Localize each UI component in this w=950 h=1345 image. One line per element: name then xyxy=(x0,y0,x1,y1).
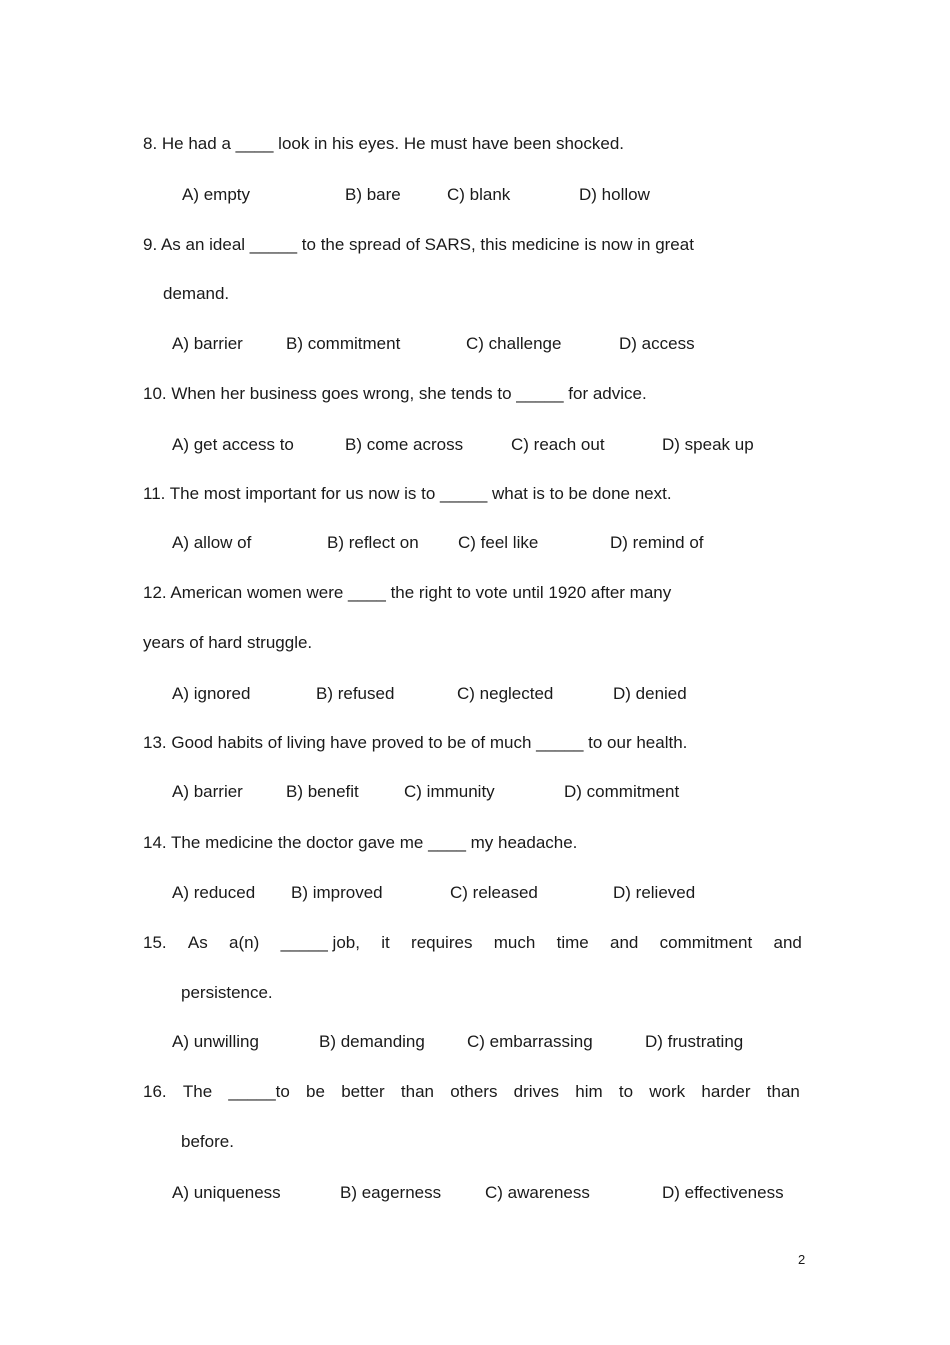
question-16-word: harder xyxy=(701,1082,751,1101)
question-10-option-d: D) speak up xyxy=(662,435,754,454)
question-11-option-a: A) allow of xyxy=(172,533,252,552)
question-16-option-d: D) effectiveness xyxy=(662,1183,784,1202)
question-16-option-b: B) eagerness xyxy=(340,1183,442,1202)
question-8-stem: 8. He had a ____ look in his eyes. He must have been shocked. xyxy=(143,134,625,153)
question-15-word: and xyxy=(610,933,639,952)
question-12-option-c: C) neglected xyxy=(457,684,554,703)
question-10-option-a: A) get access to xyxy=(172,435,294,454)
question-8-option-d: D) hollow xyxy=(579,185,650,204)
question-16-word: better xyxy=(341,1082,385,1101)
question-9-option-d: D) access xyxy=(619,334,695,353)
question-8-option-c: C) blank xyxy=(447,185,511,204)
question-11-option-d: D) remind of xyxy=(610,533,704,552)
question-15-word: time xyxy=(556,933,589,952)
question-16-word: work xyxy=(649,1082,686,1101)
question-14-stem: 14. The medicine the doctor gave me ____ my headache. xyxy=(143,833,578,852)
question-10-option-b: B) come across xyxy=(345,435,464,454)
question-16-word: drives xyxy=(513,1082,560,1101)
question-15-word: 15. xyxy=(143,933,167,952)
question-14-option-d: D) relieved xyxy=(613,883,696,902)
question-8-option-a: A) empty xyxy=(182,185,251,204)
question-12-stem: 12. American women were ____ the right to vote until 1920 after many xyxy=(143,583,672,602)
question-15-word: it xyxy=(381,933,390,952)
question-13-option-b: B) benefit xyxy=(286,782,359,801)
question-13-option-d: D) commitment xyxy=(564,782,680,801)
question-15-word: As xyxy=(187,933,208,952)
question-15-stem-continued: persistence. xyxy=(181,983,273,1002)
question-16-word: _____to xyxy=(228,1082,290,1101)
question-9-option-c: C) challenge xyxy=(466,334,562,353)
question-16-stem xyxy=(143,1082,800,1102)
question-9-stem-continued: demand. xyxy=(163,284,230,303)
question-15-word: commitment xyxy=(659,933,753,952)
question-15-word: much xyxy=(493,933,536,952)
question-14-option-b: B) improved xyxy=(291,883,383,902)
question-16-word: him xyxy=(575,1082,603,1101)
question-15-word: requires xyxy=(411,933,473,952)
question-15-word: _____ job, xyxy=(280,933,360,952)
question-15-stem xyxy=(143,933,802,953)
question-11-option-b: B) reflect on xyxy=(327,533,419,552)
question-16-word: be xyxy=(306,1082,325,1101)
question-12-option-b: B) refused xyxy=(316,684,395,703)
page-number: 2 xyxy=(798,1252,806,1267)
question-16-word: 16. xyxy=(143,1082,167,1101)
question-12-option-a: A) ignored xyxy=(172,684,251,703)
question-16-stem-continued: before. xyxy=(181,1132,234,1151)
question-16-option-a: A) uniqueness xyxy=(172,1183,281,1202)
question-16-word: others xyxy=(450,1082,498,1101)
question-16-word: than xyxy=(766,1082,800,1101)
question-12-option-d: D) denied xyxy=(613,684,687,703)
question-15-word: a(n) xyxy=(229,933,260,952)
question-14-option-a: A) reduced xyxy=(172,883,256,902)
question-15-option-c: C) embarrassing xyxy=(467,1032,593,1051)
question-14-option-c: C) released xyxy=(450,883,538,902)
question-10-option-c: C) reach out xyxy=(511,435,605,454)
question-16-option-c: C) awareness xyxy=(485,1183,590,1202)
question-9-option-a: A) barrier xyxy=(172,334,243,353)
question-15-word: and xyxy=(773,933,802,952)
question-15-option-a: A) unwilling xyxy=(172,1032,259,1051)
question-11-stem: 11. The most important for us now is to _____ what is to be done next. xyxy=(143,484,672,503)
question-10-stem: 10. When her business goes wrong, she tends to _____ for advice. xyxy=(143,384,647,403)
question-15-option-b: B) demanding xyxy=(319,1032,425,1051)
question-16-word: to xyxy=(618,1082,634,1101)
question-16-word: The xyxy=(182,1082,213,1101)
question-9-stem: 9. As an ideal _____ to the spread of SARS, this medicine is now in great xyxy=(143,235,694,254)
question-15-option-d: D) frustrating xyxy=(645,1032,744,1051)
question-13-option-a: A) barrier xyxy=(172,782,243,801)
question-13-stem: 13. Good habits of living have proved to be of much _____ to our health. xyxy=(143,733,688,752)
question-12-stem-continued: years of hard struggle. xyxy=(143,633,313,652)
question-16-word: than xyxy=(400,1082,434,1101)
question-13-option-c: C) immunity xyxy=(404,782,495,801)
question-8-option-b: B) bare xyxy=(345,185,401,204)
question-9-option-b: B) commitment xyxy=(286,334,401,353)
question-11-option-c: C) feel like xyxy=(458,533,539,552)
